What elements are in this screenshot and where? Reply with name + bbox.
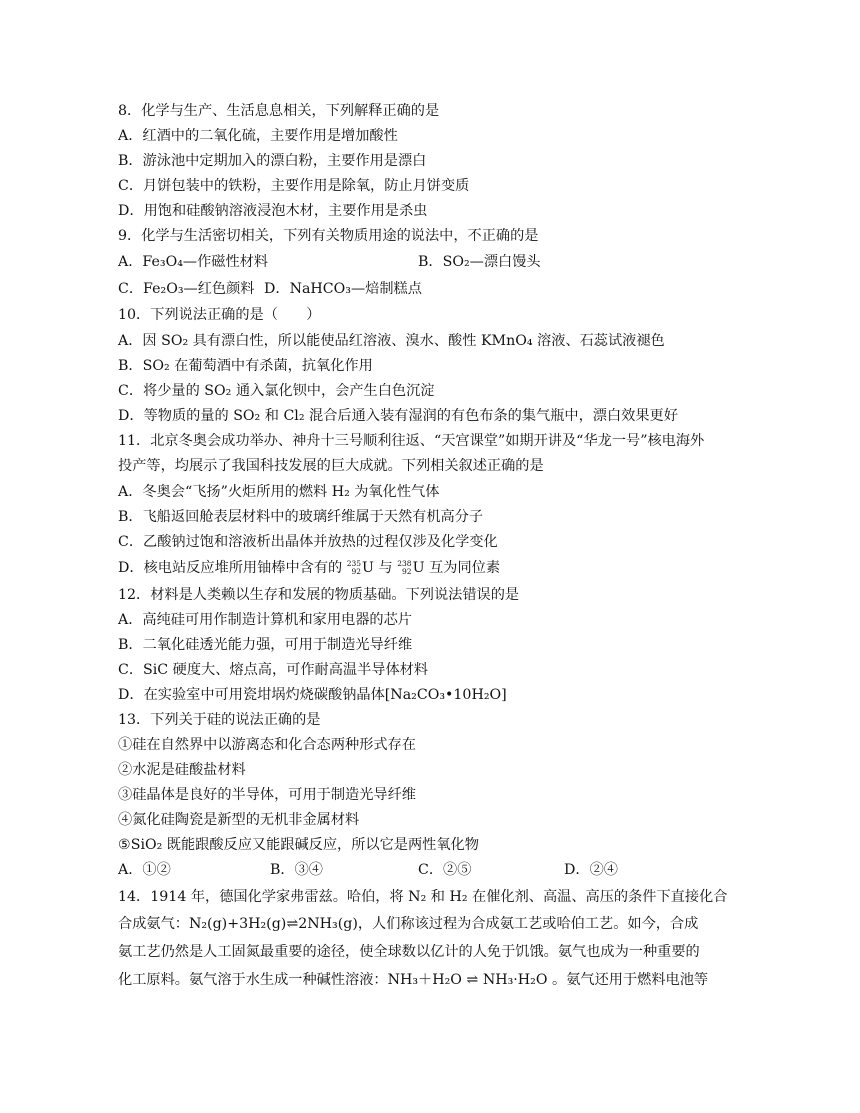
q14-line-3: 氨工艺仍然是人工固氮最重要的途径，使全球数以亿计的人免于饥饿。氨气也成为一种重要的 [118,944,700,960]
q12-option-a: A．高纯硅可用作制造计算机和家用电器的芯片 [118,612,412,628]
q13-option-c: C．②⑤ [418,862,472,878]
q14-line-2: 合成氨气：N₂(g)+3H₂(g)⇌2NH₃(g)，人们称该过程为合成氨工艺或哈伯工艺。如今，合成 [118,916,699,932]
q10-option-b: B．SO₂ 在葡萄酒中有杀菌，抗氧化作用 [118,358,373,374]
q11-option-d-connector: 与 [378,560,393,576]
q11-stem-line1: 11．北京冬奥会成功举办、神舟十三号顺利往返、“天宫课堂”如期开讲及“华龙一号”核电海外 [118,433,705,449]
q9-option-d: D．NaHCO₃—焙制糕点 [264,281,422,297]
q13-option-b: B．③④ [270,862,323,878]
q10-option-c: C．将少量的 SO₂ 通入氯化钡中，会产生白色沉淀 [118,383,435,399]
q10-option-d: D．等物质的量的 SO₂ 和 Cl₂ 混合后通入装有湿润的有色布条的集气瓶中，漂白效果更好 [118,408,678,424]
q13-option-a: A．①② [118,862,171,878]
q11-option-a: A．冬奥会“飞扬”火炬所用的燃料 H₂ 为氧化性气体 [118,484,440,500]
isotope-238-atomic-number: 92 [402,567,412,576]
q10-option-a: A．因 SO₂ 具有漂白性，所以能使品红溶液、溴水、酸性 KMnO₄ 溶液、石蕊试液褪色 [118,333,665,349]
q12-stem: 12．材料是人类赖以生存和发展的物质基础。下列说法错误的是 [118,587,520,603]
q13-statement-4: ④氮化硅陶瓷是新型的无机非金属材料 [118,812,360,828]
q13-statement-3: ③硅晶体是良好的半导体，可用于制造光导纤维 [118,787,416,803]
q8-option-d: D．用饱和硅酸钠溶液浸泡木材，主要作用是杀虫 [118,203,428,219]
q11-option-d-prefix: D．核电站反应堆所用铀棒中含有的 [118,560,343,576]
q14-line-1: 14．1914 年，德国化学家弗雷兹。哈伯，将 N₂ 和 H₂ 在催化剂、高温、高压的条件下直接化合 [118,889,728,905]
q13-statement-2: ②水泥是硅酸盐材料 [118,762,246,778]
q8-option-a: A．红酒中的二氧化硫，主要作用是增加酸性 [118,128,398,144]
q8-stem: 8．化学与生产、生活息息相关，下列解释正确的是 [118,103,440,119]
q12-option-c: C．SiC 硬度大、熔点高，可作耐高温半导体材料 [118,662,429,678]
isotope-238-symbol: U [412,560,425,576]
q14-line-4: 化工原料。氨气溶于水生成一种碱性溶液：NH₃＋H₂O ⇌ NH₃·H₂O 。氨气还用于燃料电池等 [118,972,709,988]
isotope-235-notation [347,560,361,576]
q11-option-b: B．飞船返回舱表层材料中的玻璃纤维属于天然有机高分子 [118,509,484,525]
q13-stem: 13．下列关于硅的说法正确的是 [118,712,321,728]
q13-statement-5: ⑤SiO₂ 既能跟酸反应又能跟碱反应，所以它是两性氧化物 [118,837,479,853]
q8-option-c: C．月饼包装中的铁粉，主要作用是除氧，防止月饼变质 [118,178,470,194]
q12-option-d: D．在实验室中可用瓷坩埚灼烧碳酸钠晶体[Na₂CO₃•10H₂O] [118,687,507,703]
q9-stem: 9．化学与生活密切相关，下列有关物质用途的说法中，不正确的是 [118,228,539,244]
q11-stem-line2: 投产等，均展示了我国科技发展的巨大成就。下列相关叙述正确的是 [118,458,544,474]
q9-option-c: C．Fe₂O₃—红色颜料 [118,281,255,297]
q12-option-b: B．二氧化硅透光能力强，可用于制造光导纤维 [118,637,413,653]
q8-option-b: B．游泳池中定期加入的漂白粉，主要作用是漂白 [118,153,427,169]
q13-option-d: D．②④ [564,862,618,878]
q11-option-d [118,558,500,578]
isotope-235-mass-number: 235 [346,559,362,568]
isotope-235-atomic-number: 92 [351,567,362,576]
q9-option-a: A．Fe₃O₄—作磁性材料 [118,254,269,270]
q13-statement-1: ①硅在自然界中以游离态和化合态两种形式存在 [118,737,416,753]
isotope-235-symbol: U [362,560,375,576]
q10-stem: 10．下列说法正确的是（ ） [118,307,321,323]
q9-option-b: B．SO₂—漂白馒头 [418,254,541,270]
isotope-238-notation [397,560,411,576]
isotope-238-mass-number: 238 [397,559,412,568]
q11-option-c: C．乙酸钠过饱和溶液析出晶体并放热的过程仅涉及化学变化 [118,534,498,550]
q11-option-d-suffix: 互为同位素 [429,560,501,576]
